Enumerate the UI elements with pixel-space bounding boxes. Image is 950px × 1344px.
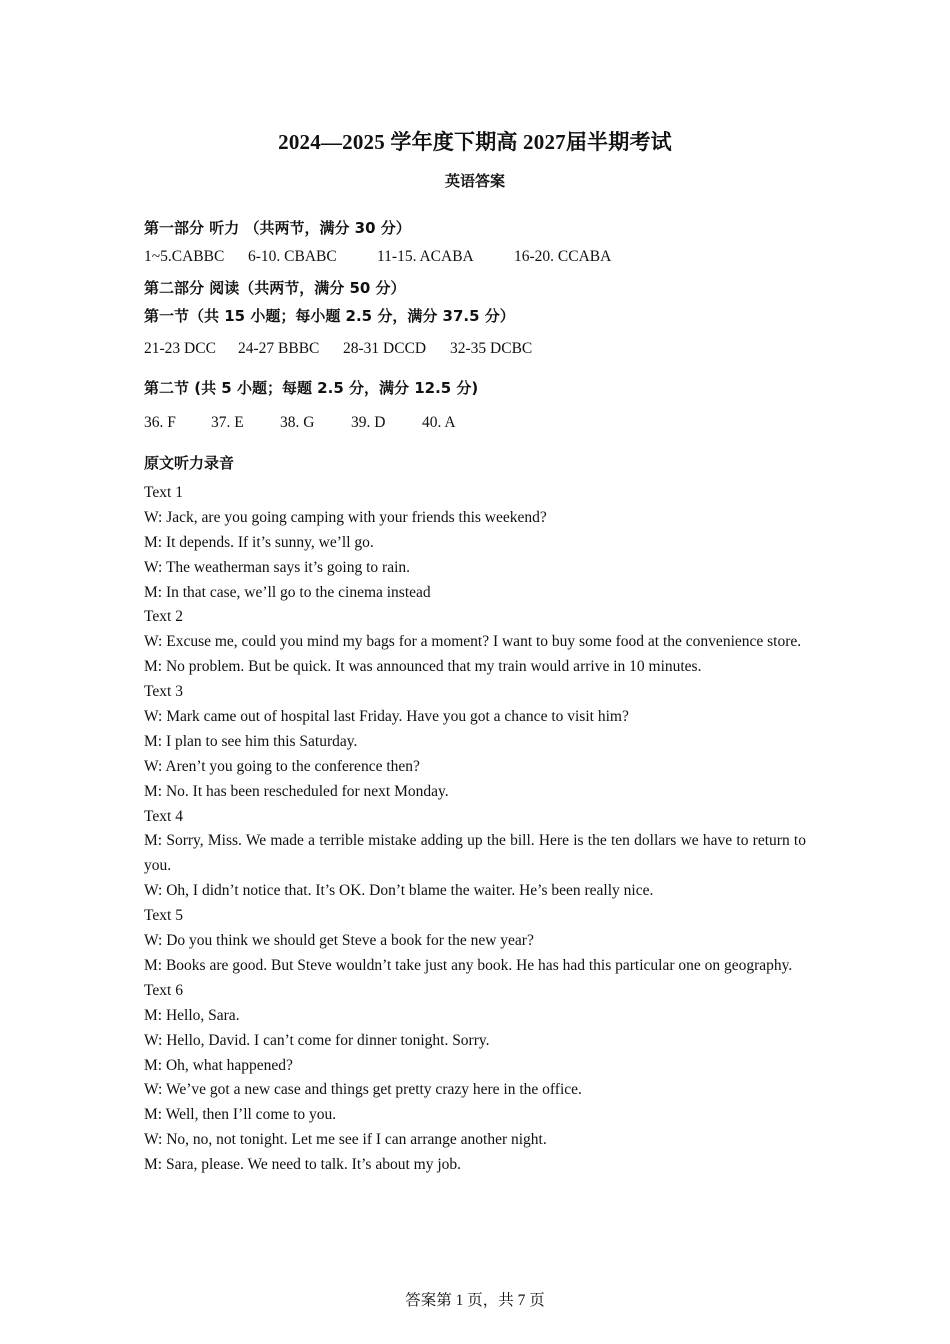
answer-group: 6-10. CBABC: [248, 248, 337, 265]
page-footer: 答案第 1 页，共 7 页: [405, 1292, 545, 1309]
transcript-line: M: No problem. But be quick. It was announced that my train would arrive in 10 minutes.: [144, 658, 702, 676]
transcript-line: W: Mark came out of hospital last Friday. Have you got a chance to visit him?: [144, 708, 629, 726]
transcript-line: M: No. It has been rescheduled for next Monday.: [144, 782, 449, 800]
transcript-line: M: Oh, what happened?: [144, 1056, 293, 1074]
transcript-line: Text 4: [144, 807, 183, 825]
part2-section2-answers: [144, 414, 456, 432]
transcript-line: M: It depends. If it’s sunny, we’ll go.: [144, 533, 374, 551]
answer-group: 16-20. CCABA: [514, 248, 612, 265]
transcript-line: W: Hello, David. I can’t come for dinner tonight. Sorry.: [144, 1031, 490, 1049]
transcript-line: M: Sara, please. We need to talk. It’s about my job.: [144, 1156, 462, 1174]
transcript-line: M: Books are good. But Steve wouldn’t take just any book. He has had this particular one on geography.: [144, 956, 793, 974]
transcript-line: M: Sorry, Miss. We made a terrible mistake adding up the bill. Here is the ten dollars we have to return to you.: [144, 832, 806, 875]
transcript-heading: 原文听力录音: [144, 454, 235, 472]
transcript-line: Text 2: [144, 608, 183, 626]
transcript-line: W: The weatherman says it’s going to rain.: [144, 558, 411, 576]
transcript-line: W: Do you think we should get Steve a book for the new year?: [144, 932, 534, 950]
answer-item: 37. E: [211, 414, 244, 431]
transcript-line: W: Aren’t you going to the conference then?: [144, 757, 420, 775]
answer-item: 36. F: [144, 414, 176, 431]
answer-group: 28-31 DCCD: [343, 340, 427, 357]
transcript-line: W: No, no, not tonight. Let me see if I can arrange another night.: [144, 1131, 547, 1149]
answer-item: 38. G: [280, 414, 315, 431]
part2-section2-heading: 第二节 (共 5 小题；每题 2.5 分，满分 12.5 分): [144, 379, 479, 397]
answer-group: 11-15. ACABA: [377, 248, 474, 265]
answer-item: 39. D: [351, 414, 386, 431]
part1-answers: [144, 248, 611, 266]
transcript-line: M: Hello, Sara.: [144, 1006, 240, 1024]
part2-heading: 第二部分 阅读（共两节，满分 50 分）: [144, 279, 406, 297]
page-title: 2024—2025 学年度下期高 2027届半期考试: [278, 130, 672, 154]
transcript-line: W: Excuse me, could you mind my bags for a moment? I want to buy some food at the convenience store.: [144, 633, 802, 651]
transcript-line: W: Oh, I didn’t notice that. It’s OK. Don’t blame the waiter. He’s been really nice.: [144, 882, 654, 900]
transcript-line: M: I plan to see him this Saturday.: [144, 732, 358, 750]
answer-group: 1~5.CABBC: [144, 248, 225, 265]
transcript-line: M: Well, then I’ll come to you.: [144, 1106, 337, 1124]
transcript-line: Text 6: [144, 981, 183, 999]
page-subtitle: 英语答案: [444, 172, 505, 190]
answer-item: 40. A: [422, 414, 456, 431]
part2-section1-answers: [144, 340, 532, 358]
transcript-line: W: We’ve got a new case and things get pretty crazy here in the office.: [144, 1081, 582, 1099]
part1-heading: 第一部分 听力 （共两节，满分 30 分）: [144, 219, 411, 237]
transcript-line: Text 1: [144, 484, 183, 501]
transcript-line: W: Jack, are you going camping with your friends this weekend?: [144, 508, 547, 526]
transcript-line: M: In that case, we’ll go to the cinema instead: [144, 583, 431, 601]
transcript-line: Text 5: [144, 907, 183, 925]
transcript-line: Text 3: [144, 683, 183, 701]
part2-section1-heading: 第一节（共 15 小题；每小题 2.5 分，满分 37.5 分）: [144, 307, 515, 325]
transcript-body: [144, 481, 806, 1178]
answer-group: 24-27 BBBC: [238, 340, 320, 357]
answer-group: 32-35 DCBC: [450, 340, 533, 357]
answer-group: 21-23 DCC: [144, 340, 216, 357]
